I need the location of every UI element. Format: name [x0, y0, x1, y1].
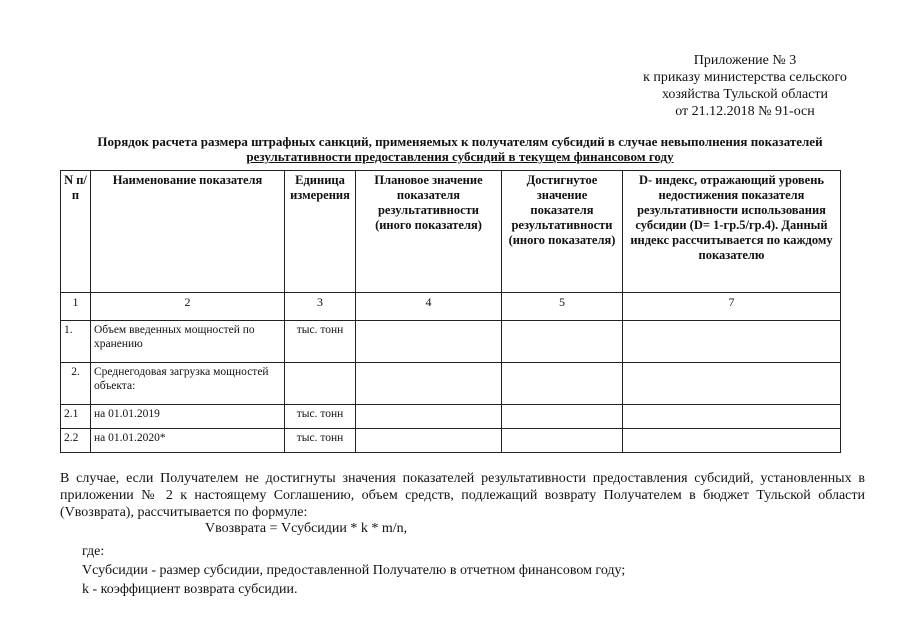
- row-unit: тыс. тонн: [285, 405, 356, 429]
- header-unit: Единица измерения: [285, 171, 356, 293]
- appendix-line-1: Приложение № 3: [693, 53, 797, 68]
- column-numbers-row: [61, 293, 841, 321]
- row-indicator-name: Объем введенных мощностей по хранению: [91, 321, 285, 363]
- formula-legend: [82, 542, 625, 599]
- row-d-index: [623, 321, 841, 363]
- row-planned-value: [356, 321, 502, 363]
- column-number: 3: [285, 293, 356, 321]
- row-indicator-name: на 01.01.2019: [91, 405, 285, 429]
- table-row: [61, 363, 841, 405]
- header-indicator-name: Наименование показателя: [91, 171, 285, 293]
- header-achieved-value: Достигнутое значение показателя результативности (иного показателя): [502, 171, 623, 293]
- table-row: [61, 321, 841, 363]
- row-unit: тыс. тонн: [285, 429, 356, 453]
- row-d-index: [623, 429, 841, 453]
- row-number: 2.: [61, 363, 91, 405]
- row-indicator-name: на 01.01.2020*: [91, 429, 285, 453]
- row-indicator-name: Среднегодовая загрузка мощностей объекта:: [91, 363, 285, 405]
- appendix-header: [600, 52, 890, 120]
- row-number: 1.: [61, 321, 91, 363]
- row-number: 2.1: [61, 405, 91, 429]
- column-number: 1: [61, 293, 91, 321]
- row-achieved-value: [502, 363, 623, 405]
- appendix-line-2: к приказу министерства сельского: [643, 70, 847, 85]
- appendix-line-3: хозяйства Тульской области: [661, 87, 829, 102]
- row-achieved-value: [502, 405, 623, 429]
- indicators-table: [60, 170, 841, 453]
- legend-item-coefficient: k - коэффициент возврата субсидии.: [82, 582, 298, 597]
- title-line-2: результативности предоставления субсидий в текущем финансовом году: [246, 149, 674, 164]
- table-row: [61, 405, 841, 429]
- header-d-index: D- индекс, отражающий уровень недостижения показателя результативности использования субсидии (D= 1-гр.5/гр.4). Данный индекс рассчитывается по каждому показателю: [623, 171, 841, 293]
- row-planned-value: [356, 405, 502, 429]
- appendix-line-4: от 21.12.2018 № 91-осн: [675, 104, 815, 119]
- column-number: 2: [91, 293, 285, 321]
- refund-paragraph: В случае, если Получателем не достигнуты значения показателей результативности предоставления субсидий, установленных в приложении № 2 к настоящему Соглашению, объем средств, подлежащий возврату Получателем в бюджет Тульской области (Vвозврата), рассчитывается по формуле:: [60, 471, 865, 520]
- row-d-index: [623, 405, 841, 429]
- column-number: 5: [502, 293, 623, 321]
- legend-item-subsidy: Vсубсидии - размер субсидии, предоставленной Получателю в отчетном финансовом году;: [82, 563, 626, 578]
- row-achieved-value: [502, 429, 623, 453]
- title-line-1: Порядок расчета размера штрафных санкций, применяемых к получателям субсидий в случае невыполнения показателей: [97, 134, 823, 149]
- table-row: [61, 429, 841, 453]
- row-unit: [285, 363, 356, 405]
- column-number: 7: [623, 293, 841, 321]
- document-title: [40, 134, 880, 164]
- header-planned-value: Плановое значение показателя результативности (иного показателя): [356, 171, 502, 293]
- refund-formula: Vвозврата = Vсубсидии * k * m/n,: [205, 521, 408, 536]
- header-number: N п/п: [61, 171, 91, 293]
- row-unit: тыс. тонн: [285, 321, 356, 363]
- row-number: 2.2: [61, 429, 91, 453]
- table-header-row: [61, 171, 841, 293]
- row-planned-value: [356, 429, 502, 453]
- row-d-index: [623, 363, 841, 405]
- column-number: 4: [356, 293, 502, 321]
- row-achieved-value: [502, 321, 623, 363]
- legend-where: где:: [82, 544, 105, 559]
- row-planned-value: [356, 363, 502, 405]
